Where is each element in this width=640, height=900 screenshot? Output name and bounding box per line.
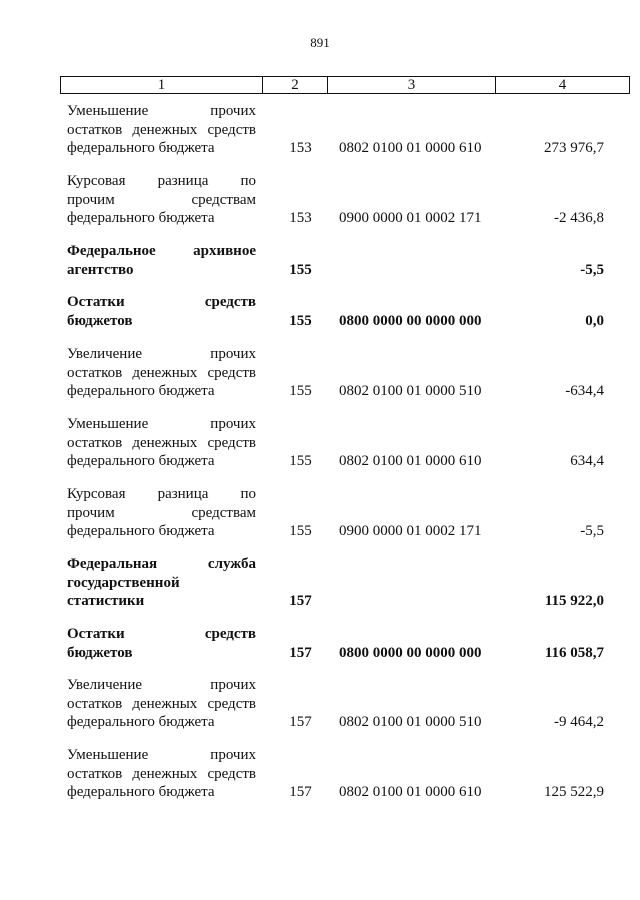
row-name (67, 625, 256, 662)
row-name (67, 415, 256, 471)
row-name-line: федерального бюджета (67, 383, 215, 399)
row-name-line: Увеличение прочих (67, 346, 256, 362)
row-name-line: федерального бюджета (67, 523, 215, 539)
row-name-line: бюджетов (67, 312, 133, 329)
row-budget-code: 0900 0000 01 0002 171 (339, 523, 482, 539)
row-name-line: Курсовая разница по (67, 173, 256, 189)
header-col-2: 2 (263, 77, 328, 93)
header-col-3: 3 (328, 77, 496, 93)
row-amount: -5,5 (580, 261, 604, 278)
row-name-line: Федеральное архивное (67, 243, 256, 259)
header-col-4: 4 (558, 77, 567, 93)
row-name-line: федерального бюджета (67, 140, 215, 156)
row-name-line: остатков денежных средств (67, 121, 256, 138)
row-name-line: Остатки средств (67, 626, 256, 642)
table-header (60, 76, 630, 94)
row-name-line: государственной (67, 574, 180, 591)
row-amount: 125 522,9 (544, 784, 604, 800)
row-amount: -2 436,8 (554, 210, 604, 226)
row-name (67, 293, 256, 330)
row-budget-code: 0802 0100 01 0000 510 (339, 383, 482, 399)
row-name-line: Курсовая разница по (67, 486, 256, 502)
row-admin-code: 155 (289, 312, 312, 329)
row-admin-code: 157 (289, 784, 312, 800)
row-budget-code: 0800 0000 00 0000 000 (339, 312, 482, 329)
row-admin-code: 155 (289, 383, 312, 399)
row-name (67, 746, 256, 802)
row-name-line: Уменьшение прочих (67, 103, 256, 119)
row-name-line: остатков денежных средств (67, 434, 256, 451)
row-name-line: прочим средствам (67, 504, 256, 521)
row-amount: 116 058,7 (544, 644, 604, 661)
row-admin-code: 157 (289, 714, 312, 730)
row-amount: -9 464,2 (554, 714, 604, 730)
row-admin-code: 157 (289, 593, 312, 609)
row-name (67, 102, 256, 158)
row-budget-code: 0802 0100 01 0000 610 (339, 453, 482, 469)
row-budget-code: 0802 0100 01 0000 610 (339, 140, 482, 156)
row-name-line: Федеральная служба (67, 556, 256, 572)
row-amount: 273 976,7 (544, 140, 604, 156)
row-admin-code: 155 (289, 261, 312, 278)
row-name (67, 345, 256, 401)
row-budget-code: 0800 0000 00 0000 000 (339, 644, 482, 661)
row-name-line: федерального бюджета (67, 453, 215, 469)
row-admin-code: 155 (289, 523, 312, 539)
row-admin-code: 155 (289, 453, 312, 469)
row-amount: -5,5 (580, 523, 604, 539)
row-name-line: остатков денежных средств (67, 364, 256, 381)
row-name-line: статистики (67, 593, 145, 609)
row-name-line: агентство (67, 261, 134, 278)
row-name (67, 485, 256, 541)
row-admin-code: 157 (289, 644, 312, 661)
row-name-line: Остатки средств (67, 294, 256, 310)
row-name-line: Уменьшение прочих (67, 747, 256, 763)
page-number: 891 (310, 35, 330, 50)
row-name (67, 242, 256, 279)
row-name (67, 555, 256, 611)
row-name (67, 676, 256, 732)
row-budget-code: 0802 0100 01 0000 610 (339, 784, 482, 800)
header-col-1: 1 (61, 77, 263, 93)
row-admin-code: 153 (289, 210, 312, 226)
row-name (67, 172, 256, 228)
row-name-line: Уменьшение прочих (67, 416, 256, 432)
row-name-line: остатков денежных средств (67, 765, 256, 782)
row-name-line: Увеличение прочих (67, 677, 256, 693)
row-name-line: федерального бюджета (67, 784, 215, 800)
row-budget-code: 0900 0000 01 0002 171 (339, 210, 482, 226)
row-name-line: федерального бюджета (67, 210, 215, 226)
row-amount: -634,4 (565, 383, 604, 399)
row-amount: 0,0 (585, 312, 604, 329)
row-admin-code: 153 (289, 140, 312, 156)
row-amount: 634,4 (570, 453, 604, 469)
row-name-line: федерального бюджета (67, 714, 215, 730)
row-name-line: бюджетов (67, 644, 133, 661)
row-amount: 115 922,0 (544, 593, 604, 609)
row-name-line: прочим средствам (67, 191, 256, 208)
row-name-line: остатков денежных средств (67, 695, 256, 712)
row-budget-code: 0802 0100 01 0000 510 (339, 714, 482, 730)
